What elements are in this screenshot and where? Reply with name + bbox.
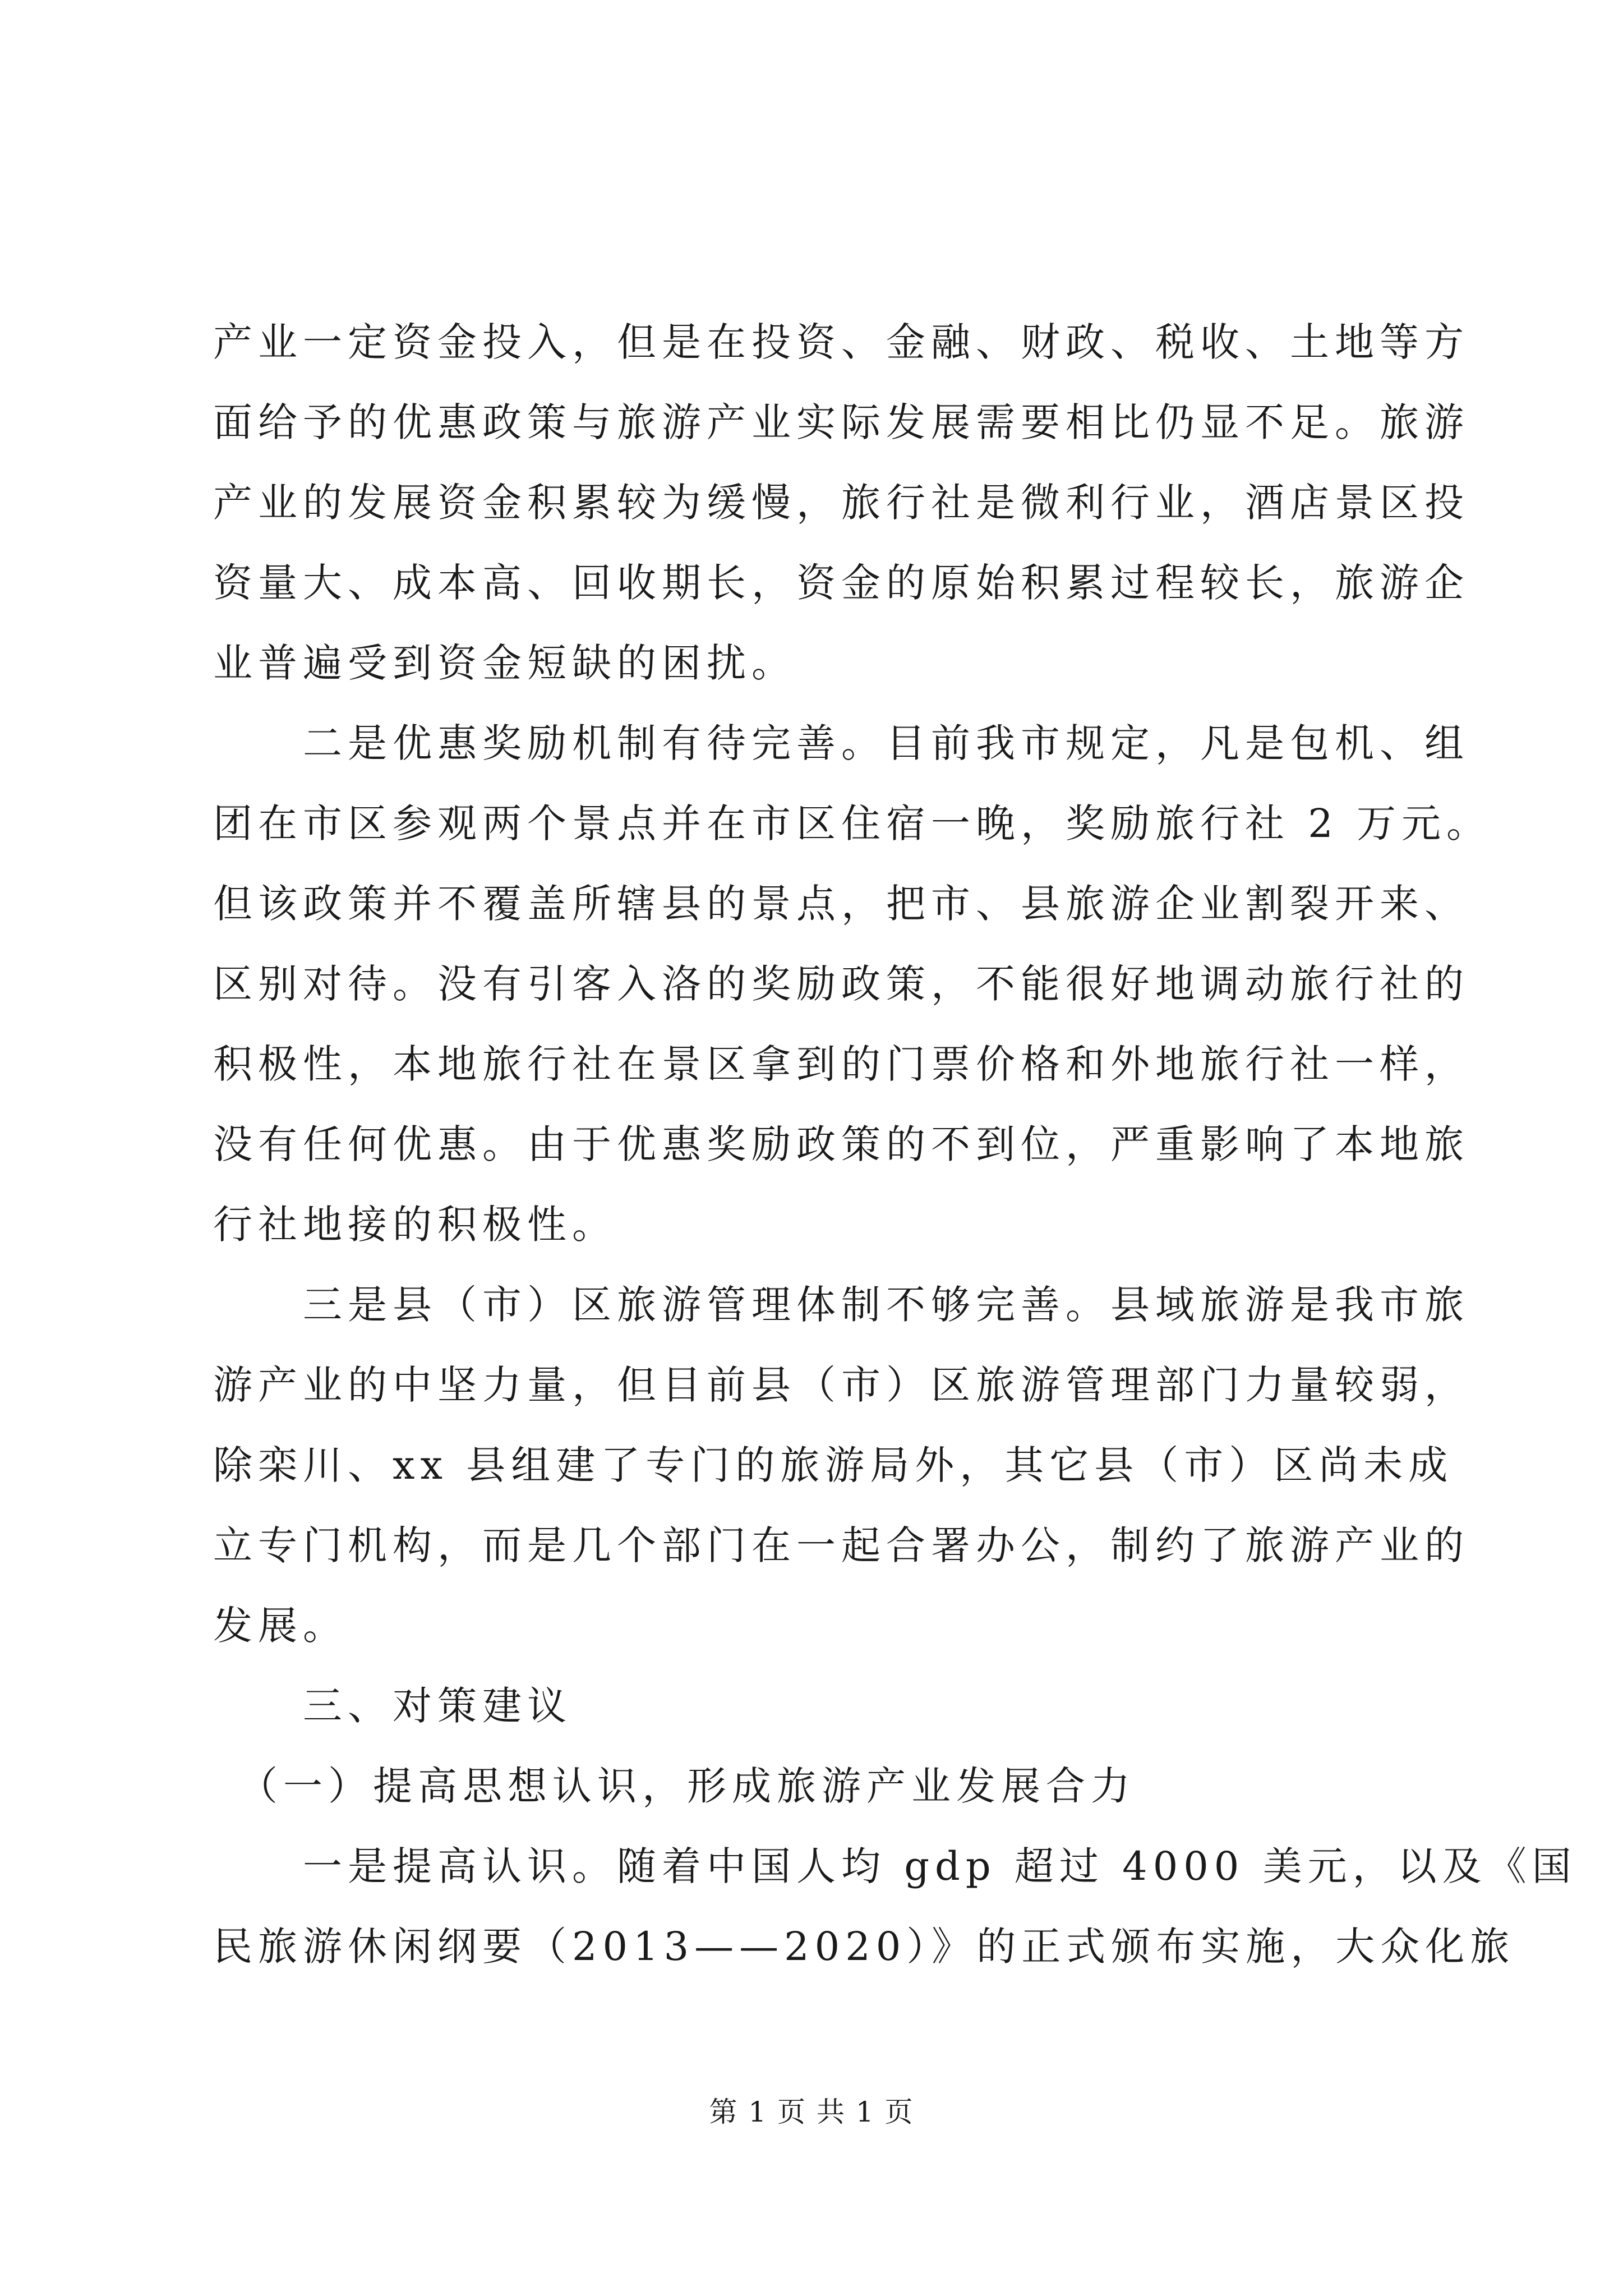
subsection-heading: （一）提高思想认识，形成旅游产业发展合力 xyxy=(213,1763,1136,1809)
text-line: 产业的发展资金积累较为缓慢，旅行社是微利行业，酒店景区投 xyxy=(213,480,1469,526)
page-number-footer: 第 1 页 共 1 页 xyxy=(709,2096,914,2128)
text-line: 没有任何优惠。由于优惠奖励政策的不到位，严重影响了本地旅 xyxy=(213,1121,1469,1167)
text-line: 区别对待。没有引客入洛的奖励政策，不能很好地调动旅行社的 xyxy=(213,961,1469,1007)
text-line: 业普遍受到资金短缺的困扰。 xyxy=(213,640,796,686)
text-line: 产业一定资金投入，但是在投资、金融、财政、税收、土地等方 xyxy=(213,319,1469,365)
text-line: 发展。 xyxy=(213,1603,348,1649)
text-line: 游产业的中坚力量，但目前县（市）区旅游管理部门力量较弱， xyxy=(213,1362,1469,1408)
text-line: 行社地接的积极性。 xyxy=(213,1202,617,1248)
text-line: 资量大、成本高、回收期长，资金的原始积累过程较长，旅游企 xyxy=(213,560,1469,606)
paragraph-start: 三是县（市）区旅游管理体制不够完善。县域旅游是我市旅 xyxy=(213,1282,1469,1328)
text-line: 除栾川、xx 县组建了专门的旅游局外，其它县（市）区尚未成 xyxy=(213,1442,1454,1488)
text-line: 积极性，本地旅行社在景区拿到的门票价格和外地旅行社一样， xyxy=(213,1041,1469,1087)
paragraph-start: 二是优惠奖励机制有待完善。目前我市规定，凡是包机、组 xyxy=(213,720,1469,766)
paragraph-start: 一是提高认识。随着中国人均 gdp 超过 4000 美元，以及《国 xyxy=(213,1843,1577,1889)
text-line: 面给予的优惠政策与旅游产业实际发展需要相比仍显不足。旅游 xyxy=(213,399,1469,445)
text-line: 民旅游休闲纲要（2013——2020）》的正式颁布实施，大众化旅 xyxy=(213,1924,1515,1970)
text-line: 团在市区参观两个景点并在市区住宿一晚，奖励旅行社 2 万元。 xyxy=(213,800,1492,846)
text-line: 但该政策并不覆盖所辖县的景点，把市、县旅游企业割裂开来、 xyxy=(213,881,1469,927)
section-heading: 三、对策建议 xyxy=(213,1683,572,1729)
text-line: 立专门机构，而是几个部门在一起合署办公，制约了旅游产业的 xyxy=(213,1522,1469,1568)
